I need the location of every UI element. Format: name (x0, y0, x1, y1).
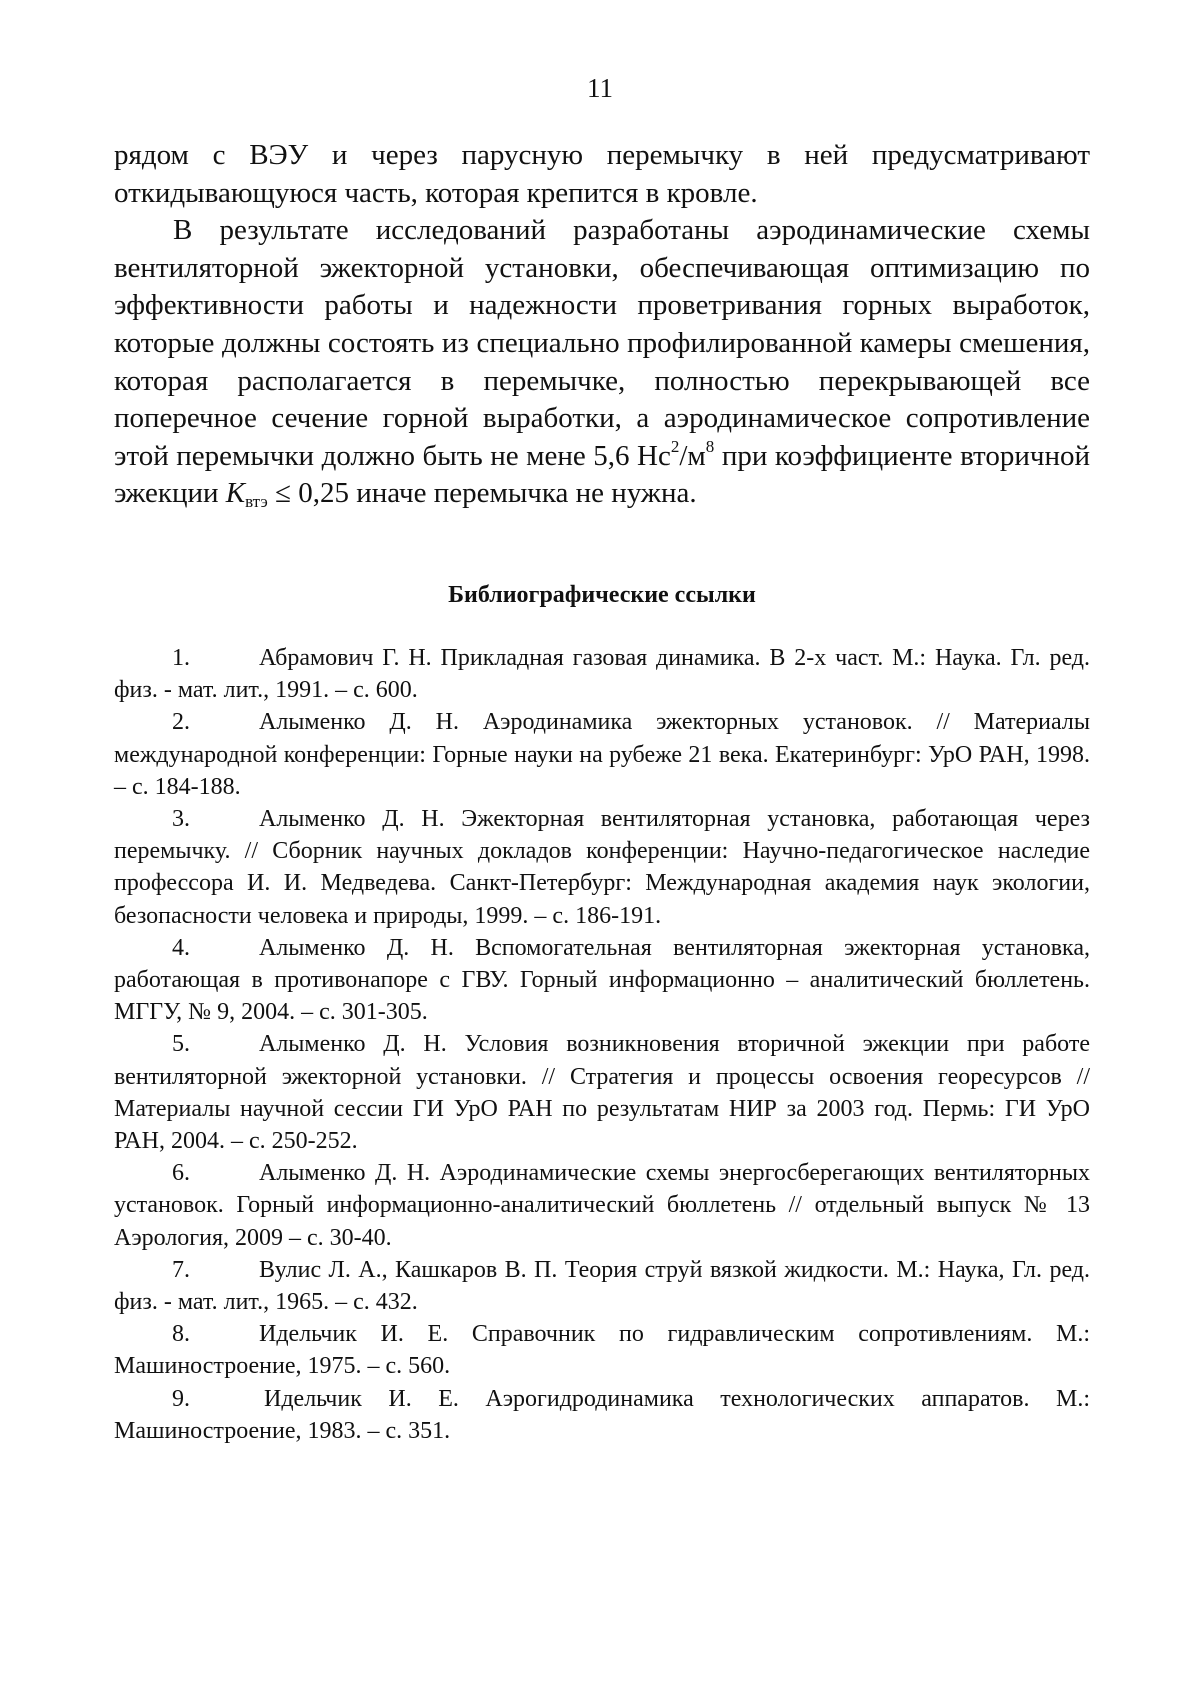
reference-text: Алыменко Д. Н. Аэродинамика эжекторных установок. // Материалы международной конференции: Горные науки на рубеже 21 века. Екатеринбург: УрО РАН, 1998. – с. 184-188. (114, 709, 1090, 800)
unit-exponent-2: 2 (670, 436, 680, 456)
reference-number: 6. (172, 1160, 190, 1187)
paragraph-1: рядом с ВЭУ и через парусную перемычку в ней предусматривают откидывающуюся часть, которая крепится в кровле. (114, 139, 1090, 209)
paragraph-2 (114, 212, 1090, 513)
reference-item (114, 932, 1090, 1029)
reference-number: 3. (172, 806, 190, 833)
reference-number: 1. (172, 645, 190, 671)
reference-item (114, 803, 1090, 932)
unit-exponent-8: 8 (705, 436, 715, 456)
paragraph-2-text-d: ≤ 0,25 иначе перемычка не нужна. (267, 477, 697, 510)
references-title: Библиографические ссылки (448, 582, 756, 608)
reference-number: 9. (172, 1385, 190, 1412)
reference-item (114, 1318, 1090, 1382)
references-list (114, 642, 1090, 1447)
reference-item (114, 642, 1090, 706)
paragraph-2-text-b: /м (679, 439, 706, 472)
paragraph-2-text-a: В результате исследований разработаны аэродинамические схемы вентиляторной эжекторной установки, обеспечивающая оптимизацию по эффективности работы и надежности проветривания горных выработок, которые должны состоять из специально профилированной камеры смешения, которая располагается в перемычке, полностью перекрывающей все поперечное сечение горной выработки, а аэродинамическое сопротивление этой перемычки должно быть не мене 5,6 Нс (114, 214, 1090, 472)
reference-number: 5. (172, 1031, 190, 1058)
reference-text: Алыменко Д. Н. Вспомогательная вентиляторная эжекторная установка, работающая в противонапоре с ГВУ. Горный информационно – аналитический бюллетень. МГГУ, № 9, 2004. – с. 301-305. (114, 934, 1090, 1026)
body-text (114, 137, 1090, 513)
reference-text: Алыменко Д. Н. Эжекторная вентиляторная установка, работающая через перемычку. // Сборник научных докладов конференции: Научно-педагогическое наследие профессора И. И. Медведева. Санкт-Петербург: Международная академия наук экологии, безопасности человека и природы, 1999. – с. 186-191. (114, 806, 1090, 929)
reference-text: Идельчик И. Е. Аэрогидродинамика технологических аппаратов. М.: Машиностроение, 1983. – с. 351. (114, 1385, 1090, 1444)
reference-number: 8. (172, 1321, 190, 1348)
reference-item (114, 706, 1090, 803)
coefficient-subscript: втэ (245, 492, 268, 512)
page-number: 11 (587, 73, 613, 103)
reference-text: Абрамович Г. Н. Прикладная газовая динамика. В 2-х част. М.: Наука. Гл. ред. физ. - мат. лит., 1991. – с. 600. (114, 645, 1090, 704)
reference-item (114, 1028, 1090, 1157)
reference-number: 2. (172, 709, 190, 736)
reference-item (114, 1157, 1090, 1254)
reference-text: Алыменко Д. Н. Условия возникновения вторичной эжекции при работе вентиляторной эжекторной установки. // Стратегия и процессы освоения георесурсов // Материалы научной сессии ГИ УрО РАН по результатам НИР за 2003 год. Пермь: ГИ УрО РАН, 2004. – с. 250-252. (114, 1031, 1090, 1155)
reference-item (114, 1383, 1090, 1447)
reference-number: 4. (172, 934, 190, 961)
coefficient-symbol: К (225, 477, 246, 510)
reference-text: Вулис Л. А., Кашкаров В. П. Теория струй вязкой жидкости. М.: Наука, Гл. ред. физ. - мат. лит., 1965. – с. 432. (114, 1256, 1090, 1316)
reference-number: 7. (172, 1256, 190, 1283)
reference-text: Алыменко Д. Н. Аэродинамические схемы энергосберегающих вентиляторных установок. Горный информационно-аналитический бюллетень // отдельный выпуск № 13 Аэрология, 2009 – с. 30-40. (114, 1160, 1090, 1251)
reference-item (114, 1254, 1090, 1318)
paragraph-2-text-c: при коэффициенте вторичной эжекции (114, 439, 1090, 510)
reference-text: Идельчик И. Е. Справочник по гидравлическим сопротивлениям. М.: Машиностроение, 1975. – с. 560. (114, 1321, 1090, 1380)
